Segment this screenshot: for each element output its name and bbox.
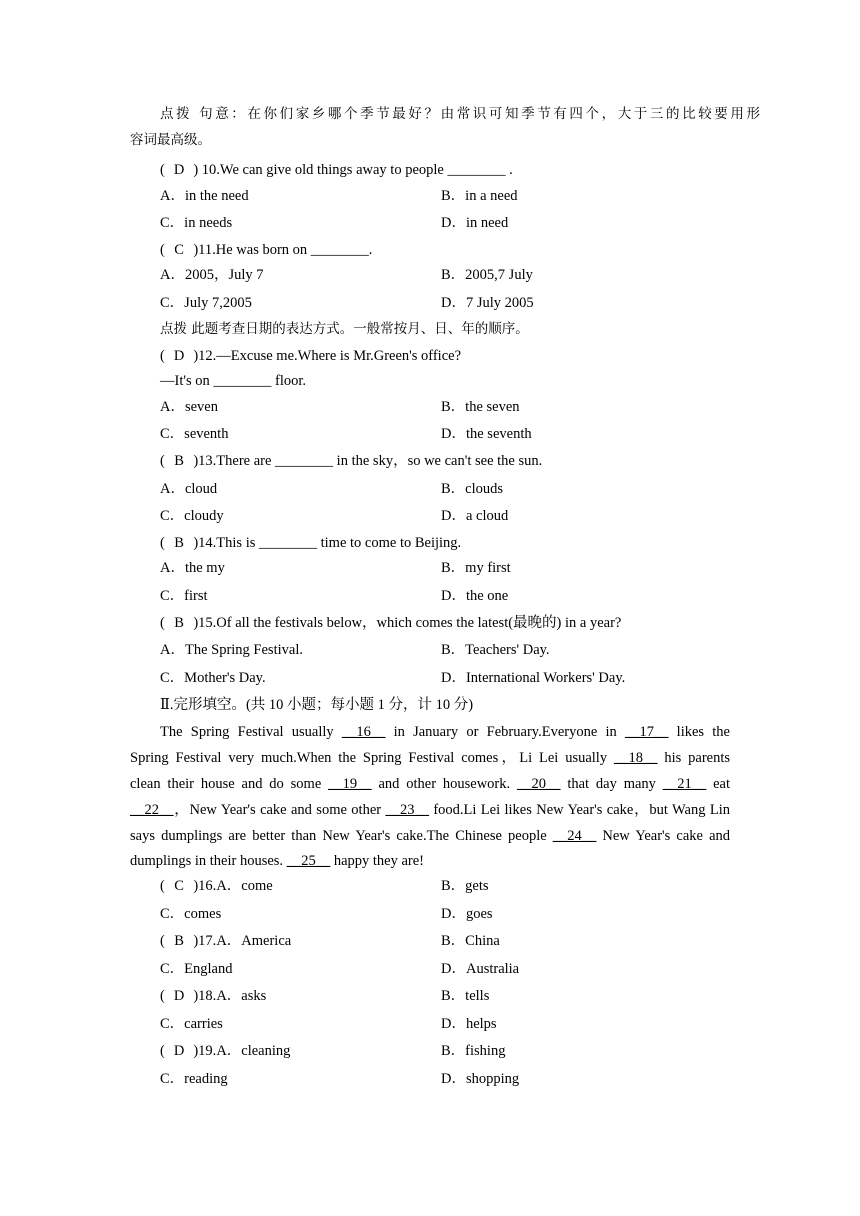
option-b: B．the seven	[441, 399, 520, 415]
answer-mark: C	[174, 242, 184, 258]
answer-mark: D	[173, 162, 185, 178]
cloze-item: ( B )17.A．America	[160, 933, 292, 949]
option-c: C．carries	[160, 1016, 223, 1032]
question-stem: ( B )14.This is ________ time to come to Beijing.	[160, 535, 462, 551]
blank: __18__	[613, 750, 658, 766]
option-d: D．International Workers' Day.	[441, 670, 626, 686]
option-a: A．The Spring Festival.	[160, 642, 303, 658]
option-d: D．helps	[441, 1016, 497, 1032]
option-d: D．goes	[441, 906, 493, 922]
option-d: D．the seventh	[441, 426, 532, 442]
note-line: 点拨 此题考查日期的表达方式。一般常按月、日、年的顺序。	[160, 321, 529, 337]
option-d: D．shopping	[441, 1071, 520, 1087]
question-stem: ( B )15.Of all the festivals below，which comes the latest(最晚的) in a year?	[160, 615, 622, 631]
passage-line: Spring Festival very much.When the Spring Festival comes，Li Lei usually __18__ his parents	[130, 750, 731, 766]
passage-line: The Spring Festival usually __16__ in January or February.Everyone in __17__ likes the	[160, 724, 730, 740]
answer-mark: B	[174, 535, 184, 551]
answer-mark: D	[173, 988, 185, 1004]
answer-mark: D	[173, 348, 185, 364]
blank: __23__	[385, 802, 429, 818]
option-b: B．in a need	[441, 188, 518, 204]
option-d: D．7 July 2005	[441, 295, 534, 311]
option-a: A．seven	[160, 399, 218, 415]
cloze-item: ( C )16.A．come	[160, 878, 273, 894]
blank: __20__	[516, 776, 561, 792]
option-c: C．comes	[160, 906, 222, 922]
answer-mark: B	[174, 615, 184, 631]
note-line: 点拨 句意：在你们家乡哪个季节最好？由常识可知季节有四个，大于三的比较要用形	[160, 106, 760, 122]
option-c: C．England	[160, 961, 233, 977]
section-title: Ⅱ.完形填空。(共 10 小题；每小题 1 分，计 10 分)	[160, 697, 474, 713]
cloze-item: ( D )18.A．asks	[160, 988, 267, 1004]
option-c: C．cloudy	[160, 508, 224, 524]
option-b: B．China	[441, 933, 500, 949]
option-d: D．a cloud	[441, 508, 509, 524]
cloze-item: ( D )19.A．cleaning	[160, 1043, 291, 1059]
answer-mark: B	[174, 453, 184, 469]
option-c: C．in needs	[160, 215, 233, 231]
question-stem: ( B )13.There are ________ in the sky，so we can't see the sun.	[160, 453, 543, 469]
passage-line: __22__，New Year's cake and some other __23__ food.Li Lei likes New Year's cake，but Wang Lin	[130, 802, 730, 818]
option-b: B．fishing	[441, 1043, 506, 1059]
passage-line: clean their house and do some __19__ and other housework. __20__ that day many __21__ eat	[130, 776, 731, 792]
option-d: D．Australia	[441, 961, 520, 977]
answer-mark: D	[173, 1043, 185, 1059]
option-c: C．seventh	[160, 426, 229, 442]
option-c: C．Mother's Day.	[160, 670, 266, 686]
blank: __21__	[662, 776, 707, 792]
option-b: B．tells	[441, 988, 490, 1004]
option-d: D．in need	[441, 215, 509, 231]
answer-mark: C	[174, 878, 184, 894]
option-a: A．in the need	[160, 188, 249, 204]
passage-line: dumplings in their houses. __25__ happy they are!	[130, 853, 424, 869]
blank: __25__	[286, 853, 331, 869]
option-b: B．clouds	[441, 481, 504, 497]
answer-mark: B	[174, 933, 184, 949]
note-line: 容词最高级。	[130, 132, 211, 148]
question-stem-2: —It's on ________ floor.	[160, 373, 306, 389]
question-stem: ( D )12.—Excuse me.Where is Mr.Green's office?	[160, 348, 462, 364]
blank: __17__	[624, 724, 669, 740]
option-b: B．gets	[441, 878, 489, 894]
blank: __16__	[341, 724, 386, 740]
passage-line: says dumplings are better than New Year's cake.The Chinese people __24__ New Year's cake and	[130, 828, 731, 844]
blank: __24__	[552, 828, 597, 844]
option-b: B．my first	[441, 560, 511, 576]
option-c: C．July 7,2005	[160, 295, 252, 311]
option-a: A．cloud	[160, 481, 218, 497]
option-d: D．the one	[441, 588, 509, 604]
question-stem: ( C )11.He was born on ________.	[160, 242, 373, 258]
option-a: A．the my	[160, 560, 225, 576]
option-c: C．reading	[160, 1071, 228, 1087]
blank: __22__	[130, 802, 174, 818]
option-a: A．2005，July 7	[160, 267, 264, 283]
option-b: B．Teachers' Day.	[441, 642, 550, 658]
option-b: B．2005,7 July	[441, 267, 533, 283]
option-c: C．first	[160, 588, 208, 604]
question-stem: ( D ) 10.We can give old things away to people ________ .	[160, 162, 513, 178]
blank: __19__	[328, 776, 372, 792]
